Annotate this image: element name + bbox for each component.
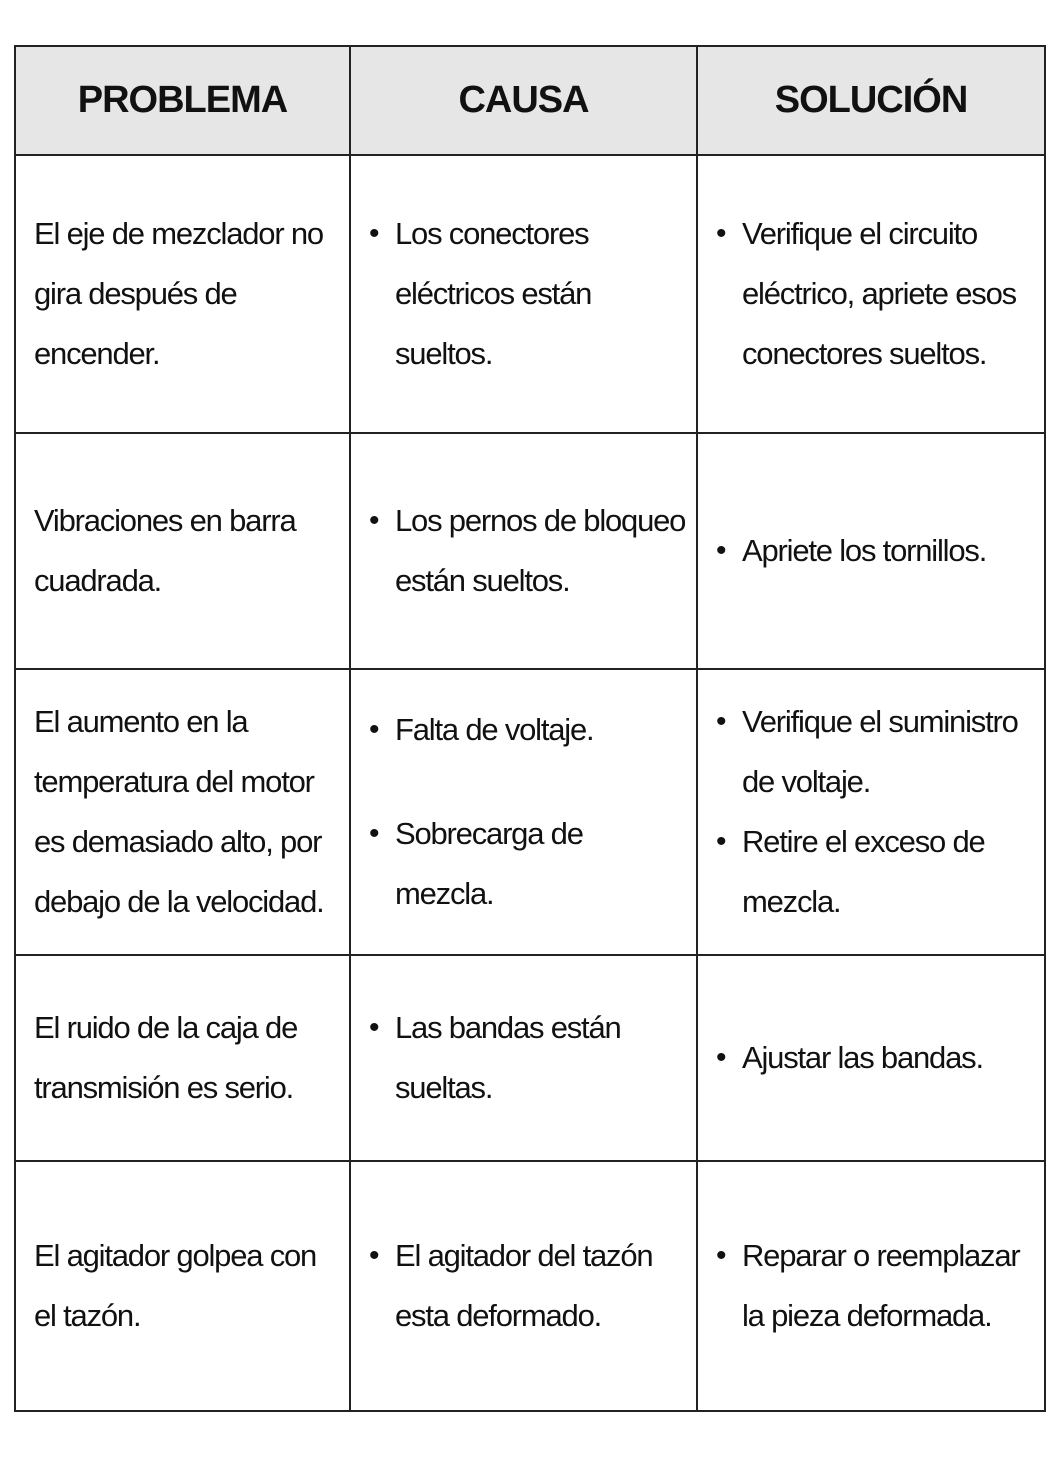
troubleshooting-table bbox=[14, 45, 1046, 1412]
cause-cell bbox=[350, 955, 697, 1161]
cause-item: • Los pernos de bloqueo están sueltos. bbox=[369, 491, 688, 611]
cause-list bbox=[369, 491, 688, 611]
table-row bbox=[15, 1161, 1045, 1411]
solution-list bbox=[716, 204, 1036, 384]
solution-item: • Apriete los tornillos. bbox=[716, 521, 1036, 581]
table-row bbox=[15, 669, 1045, 955]
cause-cell bbox=[350, 1161, 697, 1411]
cause-cell bbox=[350, 155, 697, 433]
problem-cell: El aumento en la temperatura del motor es demasiado alto, por debajo de la velocidad. bbox=[15, 669, 350, 955]
solution-item: • Ajustar las bandas. bbox=[716, 1028, 1036, 1088]
solution-item: • Retire el exceso de mezcla. bbox=[716, 812, 1036, 932]
solution-item: • Reparar o reemplazar la pieza deformada. bbox=[716, 1226, 1036, 1346]
header-row bbox=[15, 46, 1045, 155]
cause-cell bbox=[350, 433, 697, 669]
cause-item: • Falta de voltaje. bbox=[369, 700, 688, 760]
header-solution: SOLUCIÓN bbox=[697, 46, 1045, 155]
table-row bbox=[15, 155, 1045, 433]
table-row bbox=[15, 433, 1045, 669]
solution-list bbox=[716, 1226, 1036, 1346]
solution-item: • Verifique el circuito eléctrico, apriete esos conectores sueltos. bbox=[716, 204, 1036, 384]
cause-list bbox=[369, 204, 688, 384]
cause-item: • El agitador del tazón esta deformado. bbox=[369, 1226, 688, 1346]
solution-item: • Verifique el suministro de voltaje. bbox=[716, 692, 1036, 812]
problem-cell: El eje de mezclador no gira después de encender. bbox=[15, 155, 350, 433]
table-header bbox=[15, 46, 1045, 155]
cause-list bbox=[369, 700, 688, 924]
problem-cell: El ruido de la caja de transmisión es serio. bbox=[15, 955, 350, 1161]
header-problem: PROBLEMA bbox=[15, 46, 350, 155]
cause-item: • Los conectores eléctricos están sueltos. bbox=[369, 204, 688, 384]
solution-list bbox=[716, 1028, 1036, 1088]
cause-item: • Las bandas están sueltas. bbox=[369, 998, 688, 1118]
table-body bbox=[15, 155, 1045, 1411]
solution-list bbox=[716, 521, 1036, 581]
solution-cell bbox=[697, 1161, 1045, 1411]
table-row bbox=[15, 955, 1045, 1161]
solution-list bbox=[716, 692, 1036, 932]
solution-cell bbox=[697, 955, 1045, 1161]
cause-list bbox=[369, 998, 688, 1118]
problem-cell: Vibraciones en barra cuadrada. bbox=[15, 433, 350, 669]
header-cause: CAUSA bbox=[350, 46, 697, 155]
cause-cell bbox=[350, 669, 697, 955]
solution-cell bbox=[697, 433, 1045, 669]
solution-cell bbox=[697, 155, 1045, 433]
cause-list bbox=[369, 1226, 688, 1346]
problem-cell: El agitador golpea con el tazón. bbox=[15, 1161, 350, 1411]
cause-item: • Sobrecarga de mezcla. bbox=[369, 804, 688, 924]
solution-cell bbox=[697, 669, 1045, 955]
